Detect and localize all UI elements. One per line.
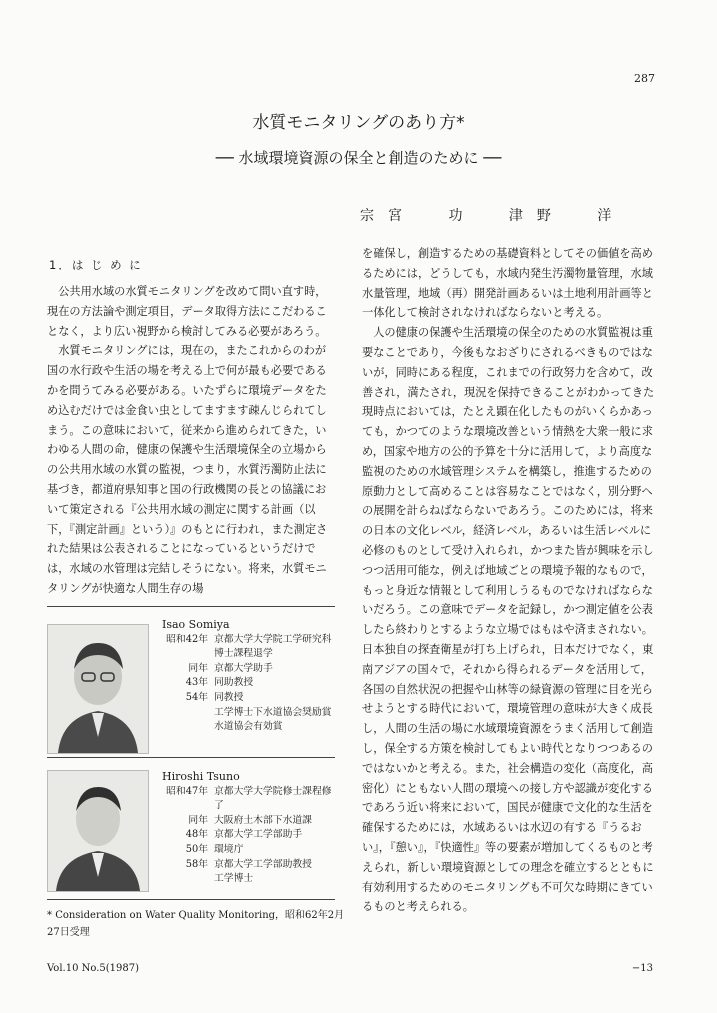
paper-subtitle: ── 水域環境資源の保全と創造のために ── xyxy=(215,149,502,167)
paragraph: 水質モニタリングには，現在の，またこれからのわが国の水行政や生活の場を考える上で何が最も必要であるかを問うてみる必要がある。いたずらに環境データをため込むだけでは金食い虫としてますます疎んじられてしまう。この意味において，従来から進められてきた，いわゆる人間の命，健康の保護や生活環境保全の立場からの公共用水域の水質の監視，つまり，水質汚濁防止法に基づき，都道府県知事と国の行政機関の長との協議において策定される『公共用水域の測定に関する計画（以下，『測定計画』という）』のもとに行われ，また測定された結果は公表されることになっているというだけでは，水域の水管理は完結しそうにない。将来，水質モニタリングが快適な人間生存の場 xyxy=(47,344,328,595)
footnote-text: Consideration on Water Quality Monitoring，昭和62年2月27日受理 xyxy=(47,910,345,938)
right-column-text xyxy=(362,244,656,917)
page-number: 287 xyxy=(634,72,655,85)
bio-entry: 54年 同教授 xyxy=(185,691,244,703)
author-photo-somiya xyxy=(47,624,149,754)
bio-entry: 同年 京都大学助手 xyxy=(188,662,273,674)
bio-entry: 48年 京都大学工学部助手 xyxy=(185,829,303,841)
author-1-surname: 宗 宮 xyxy=(360,208,402,224)
bio-name: Isao Somiya xyxy=(162,618,230,631)
author-line xyxy=(360,205,660,225)
bio-entry: 工学博士 xyxy=(214,873,254,885)
left-column-text xyxy=(47,282,333,599)
bio-entry: 50年 環境庁 xyxy=(185,843,244,855)
bio-entry: 昭和47年 京都大学大学院修士課程修了 xyxy=(166,785,332,812)
portrait-icon xyxy=(48,771,148,891)
journal-volume: Vol.10 No.5(1987) xyxy=(47,963,139,974)
bio-entry: 昭和42年 京都大学大学院工学研究科博士課程退学 xyxy=(166,633,332,660)
author-2-surname: 津 野 xyxy=(508,208,551,224)
paragraph: 公共用水域の水質モニタリングを改めて問い直す時，現在の方法論や測定項目，データ取得方法にこだわることなく，より広い視野から検討してみる必要があろう。 xyxy=(47,285,327,338)
bio-entry: 工学博士下水道協会奨励賞 xyxy=(214,706,332,718)
bio-entry: 43年 同助教授 xyxy=(185,677,254,689)
paragraph: を確保し，創造するための基礎資料としてその価値を高めるためには，どうしても，水域内発生汚濁物量管理，水域水量管理，地域（再）開発計画あるいは土地利用計画等と一体化して検討されなければならないと考える。 xyxy=(362,247,653,320)
bio-entry: 水道協会有効賞 xyxy=(214,721,283,733)
bio-entry: 58年 京都大学工学部助教授 xyxy=(185,858,312,870)
bio-divider xyxy=(47,606,335,607)
footnote-mark: * xyxy=(47,910,52,921)
bio-divider xyxy=(47,757,335,758)
bio-somiya xyxy=(162,618,337,735)
bio-tsuno xyxy=(162,770,337,887)
paper-title: 水質モニタリングのあり方* xyxy=(252,113,465,133)
section-heading: 1．は じ め に xyxy=(49,258,143,272)
portrait-icon xyxy=(48,625,148,753)
author-1-given: 功 xyxy=(448,208,463,224)
author-photo-tsuno xyxy=(47,770,149,892)
author-2-given: 洋 xyxy=(597,208,612,224)
footnote xyxy=(47,907,347,941)
bio-entry: 同年 大阪府土木部下水道課 xyxy=(188,814,312,826)
bio-name: Hiroshi Tsuno xyxy=(162,770,240,783)
footnote-divider xyxy=(47,899,335,900)
paragraph: 人の健康の保護や生活環境の保全のための水質監視は重要なことであり，今後もなおざりにされるべきものではないが，同時にある程度，これまでの行政努力を含めて，改善され，満たされ，現況を保持できることがわかってきた現時点においては，たとえ顕在化したものがいくらかあっても，かつてのような環境改善という情熱を大衆一般に求め，国家や地方の公的予算を十分に活用して，より高度な監視のための水域管理システムを構築し，推進するための原動力として高めることは容易なことではなく，別分野への展開を計らねばならないであろう。このためには，将来の日本の文化レベル，経済レベル，あるいは生活レベルに必修のものとして受け入れられ，かつまた皆が興味を示しつつ活用可能な，例えば地域ごとの環境予報的なもので，もっと身近な情報として利用しうるものでなければならないだろう。この意味でデータを記録し，かつ測定値を公表したら終わりとするような立場ではもはや済まされない。日本独自の探査衛星が打ち上げられ，日本だけでなく，東南アジアの国々で，それから得られるデータを活用して，各国の自然状況の把握や山林等の緑資源の管理に目を光らせようとする時代において，環境管理の意味が大きく成長し，人間の生活の場に水域環境資源をうまく活用して創造し，保全する方策を検討してもよい時代となりつつあるのではないかと考える。また，社会構造の変化（高度化，高密化）にともない人間の環境への接し方や認識が変化するであろう近い将来において，国民が健康で文化的な生活を確保するためには，水域あるいは水辺の有する『うるおい』，『憩い』，『快適性』等の要素が増加してくるものと考えられ，新しい環境資源としての理念を確立するとともに有効利用するためのモニタリングも不可欠な時期にきているものと考えられる。 xyxy=(362,326,655,914)
journal-page: −13 xyxy=(631,963,653,974)
